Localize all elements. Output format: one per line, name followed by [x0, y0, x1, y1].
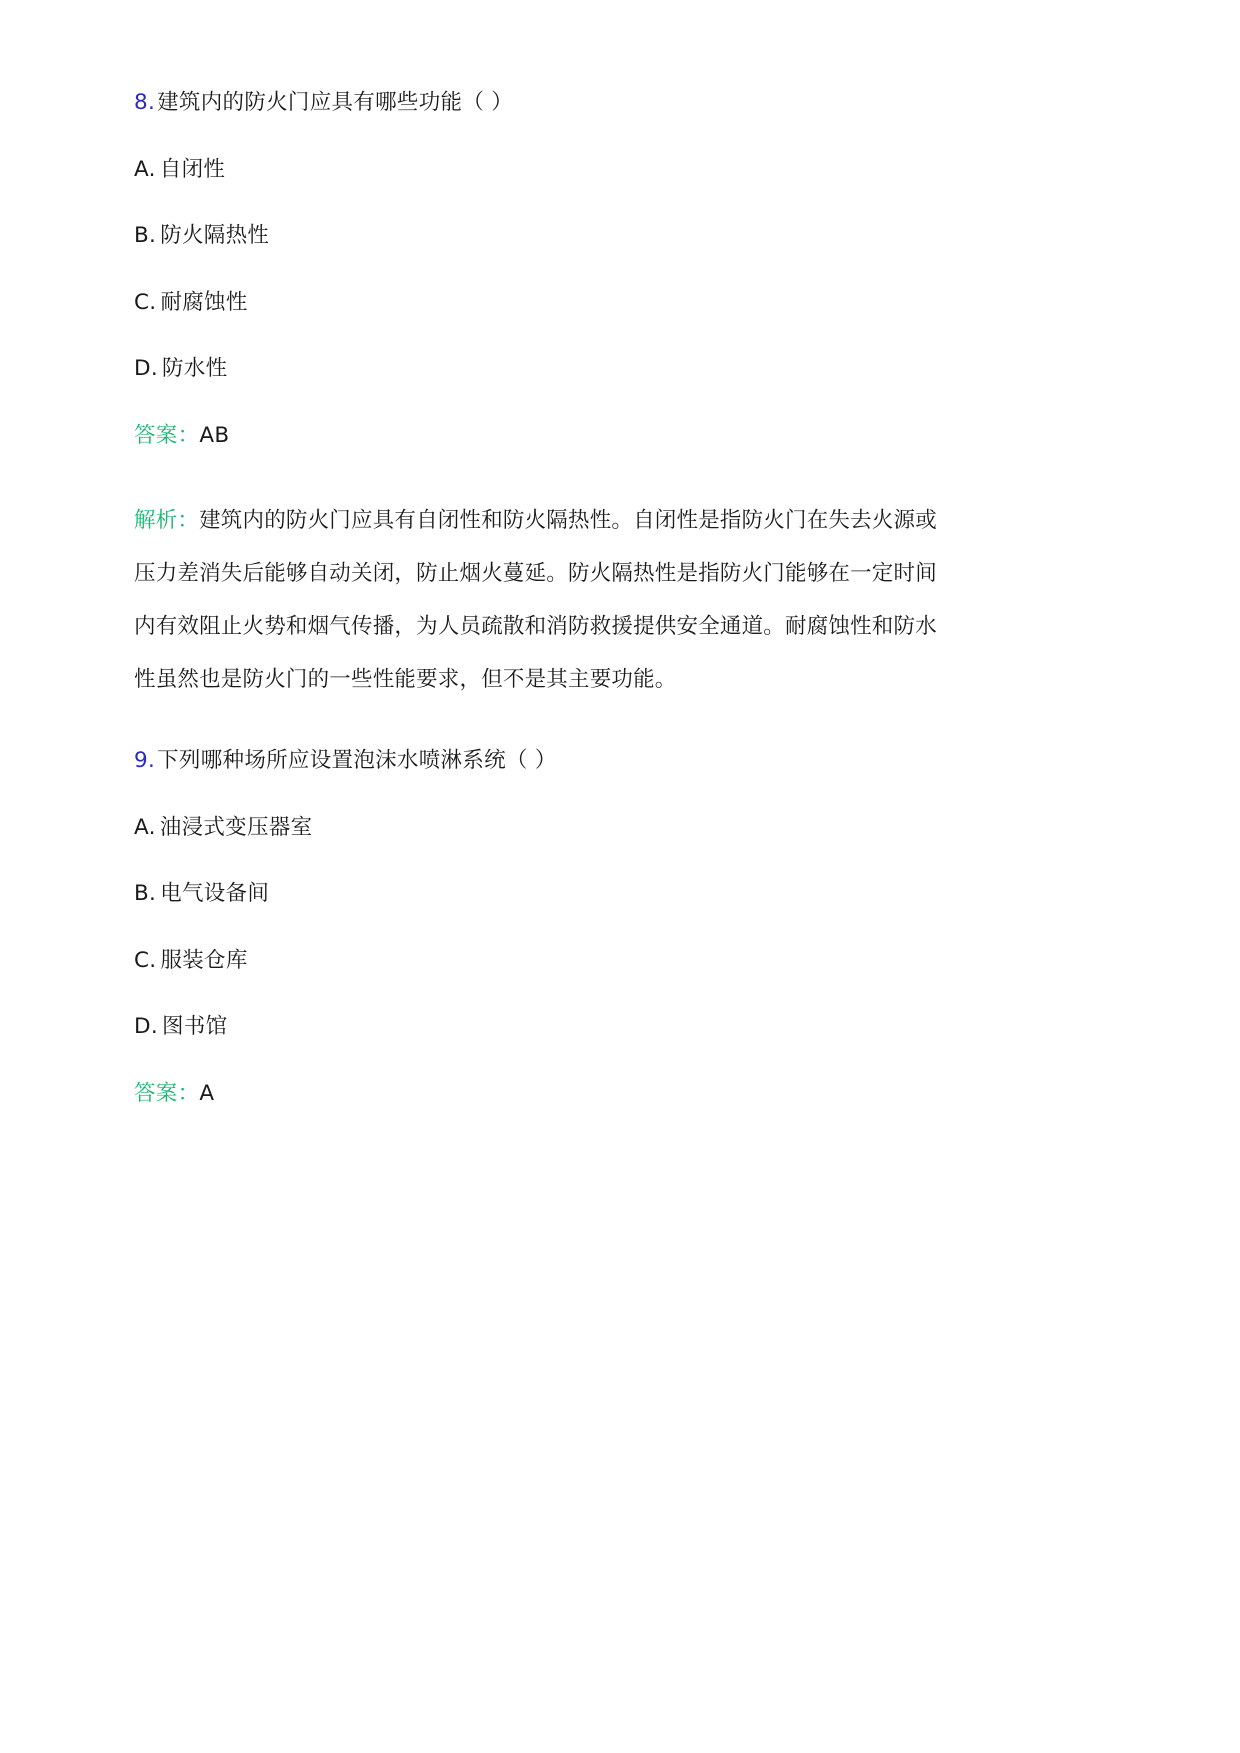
option-text: 图书馆 [162, 1014, 228, 1039]
analysis-label: 解析： [134, 508, 200, 533]
question-stem-8 [134, 92, 994, 114]
analysis-line: 压力差消失后能够自动关闭，防止烟火蔓延。防火隔热性是指防火门能够在一定时间 [134, 561, 937, 586]
answer-line-8 [134, 422, 994, 448]
option-letter: B. [134, 881, 157, 906]
option-9-b[interactable] [134, 883, 994, 905]
option-text: 防火隔热性 [160, 223, 270, 248]
analysis-block-8 [134, 494, 994, 706]
option-9-c[interactable] [134, 947, 994, 973]
answer-label: 答案： [134, 1080, 200, 1106]
answer-label: 答案： [134, 422, 200, 448]
option-text: 油浸式变压器室 [159, 814, 313, 840]
option-text: 自闭性 [159, 156, 226, 182]
option-9-a[interactable] [134, 814, 994, 840]
option-letter: A. [134, 156, 156, 182]
analysis-line: 内有效阻止火势和烟气传播，为人员疏散和消防救援提供安全通道。耐腐蚀性和防水 [134, 614, 937, 639]
document-body [134, 92, 994, 1104]
analysis-text: 建筑内的防火门应具有自闭性和防火隔热性。自闭性是指防火门在失去火源或 [199, 508, 937, 533]
option-text: 电气设备间 [160, 881, 270, 906]
option-9-d[interactable] [134, 1016, 994, 1038]
option-text: 防水性 [162, 356, 228, 381]
question-number-9: 9. [134, 748, 156, 773]
option-letter: B. [134, 223, 157, 248]
option-letter: C. [134, 289, 157, 315]
option-letter: D. [134, 1014, 158, 1039]
option-letter: C. [134, 947, 157, 973]
answer-value: A [199, 1080, 215, 1106]
answer-line-9 [134, 1080, 994, 1106]
option-8-c[interactable] [134, 289, 994, 315]
analysis-line [134, 494, 994, 547]
option-text: 服装仓库 [160, 947, 248, 973]
option-8-b[interactable] [134, 225, 994, 247]
option-8-d[interactable] [134, 358, 994, 380]
question-stem-9 [134, 750, 994, 772]
answer-value: AB [199, 422, 230, 448]
question-block-9 [134, 750, 994, 1104]
question-stem-text-9: 下列哪种场所应设置泡沫水喷淋系统（ ） [157, 748, 557, 773]
analysis-line: 性虽然也是防火门的一些性能要求，但不是其主要功能。 [134, 667, 677, 692]
option-letter: D. [134, 356, 158, 381]
question-stem-text-8: 建筑内的防火门应具有哪些功能（ ） [157, 90, 514, 115]
question-number-8: 8. [134, 90, 156, 115]
option-text: 耐腐蚀性 [160, 289, 248, 315]
question-block-8 [134, 92, 994, 706]
option-letter: A. [134, 814, 156, 840]
option-8-a[interactable] [134, 156, 994, 182]
